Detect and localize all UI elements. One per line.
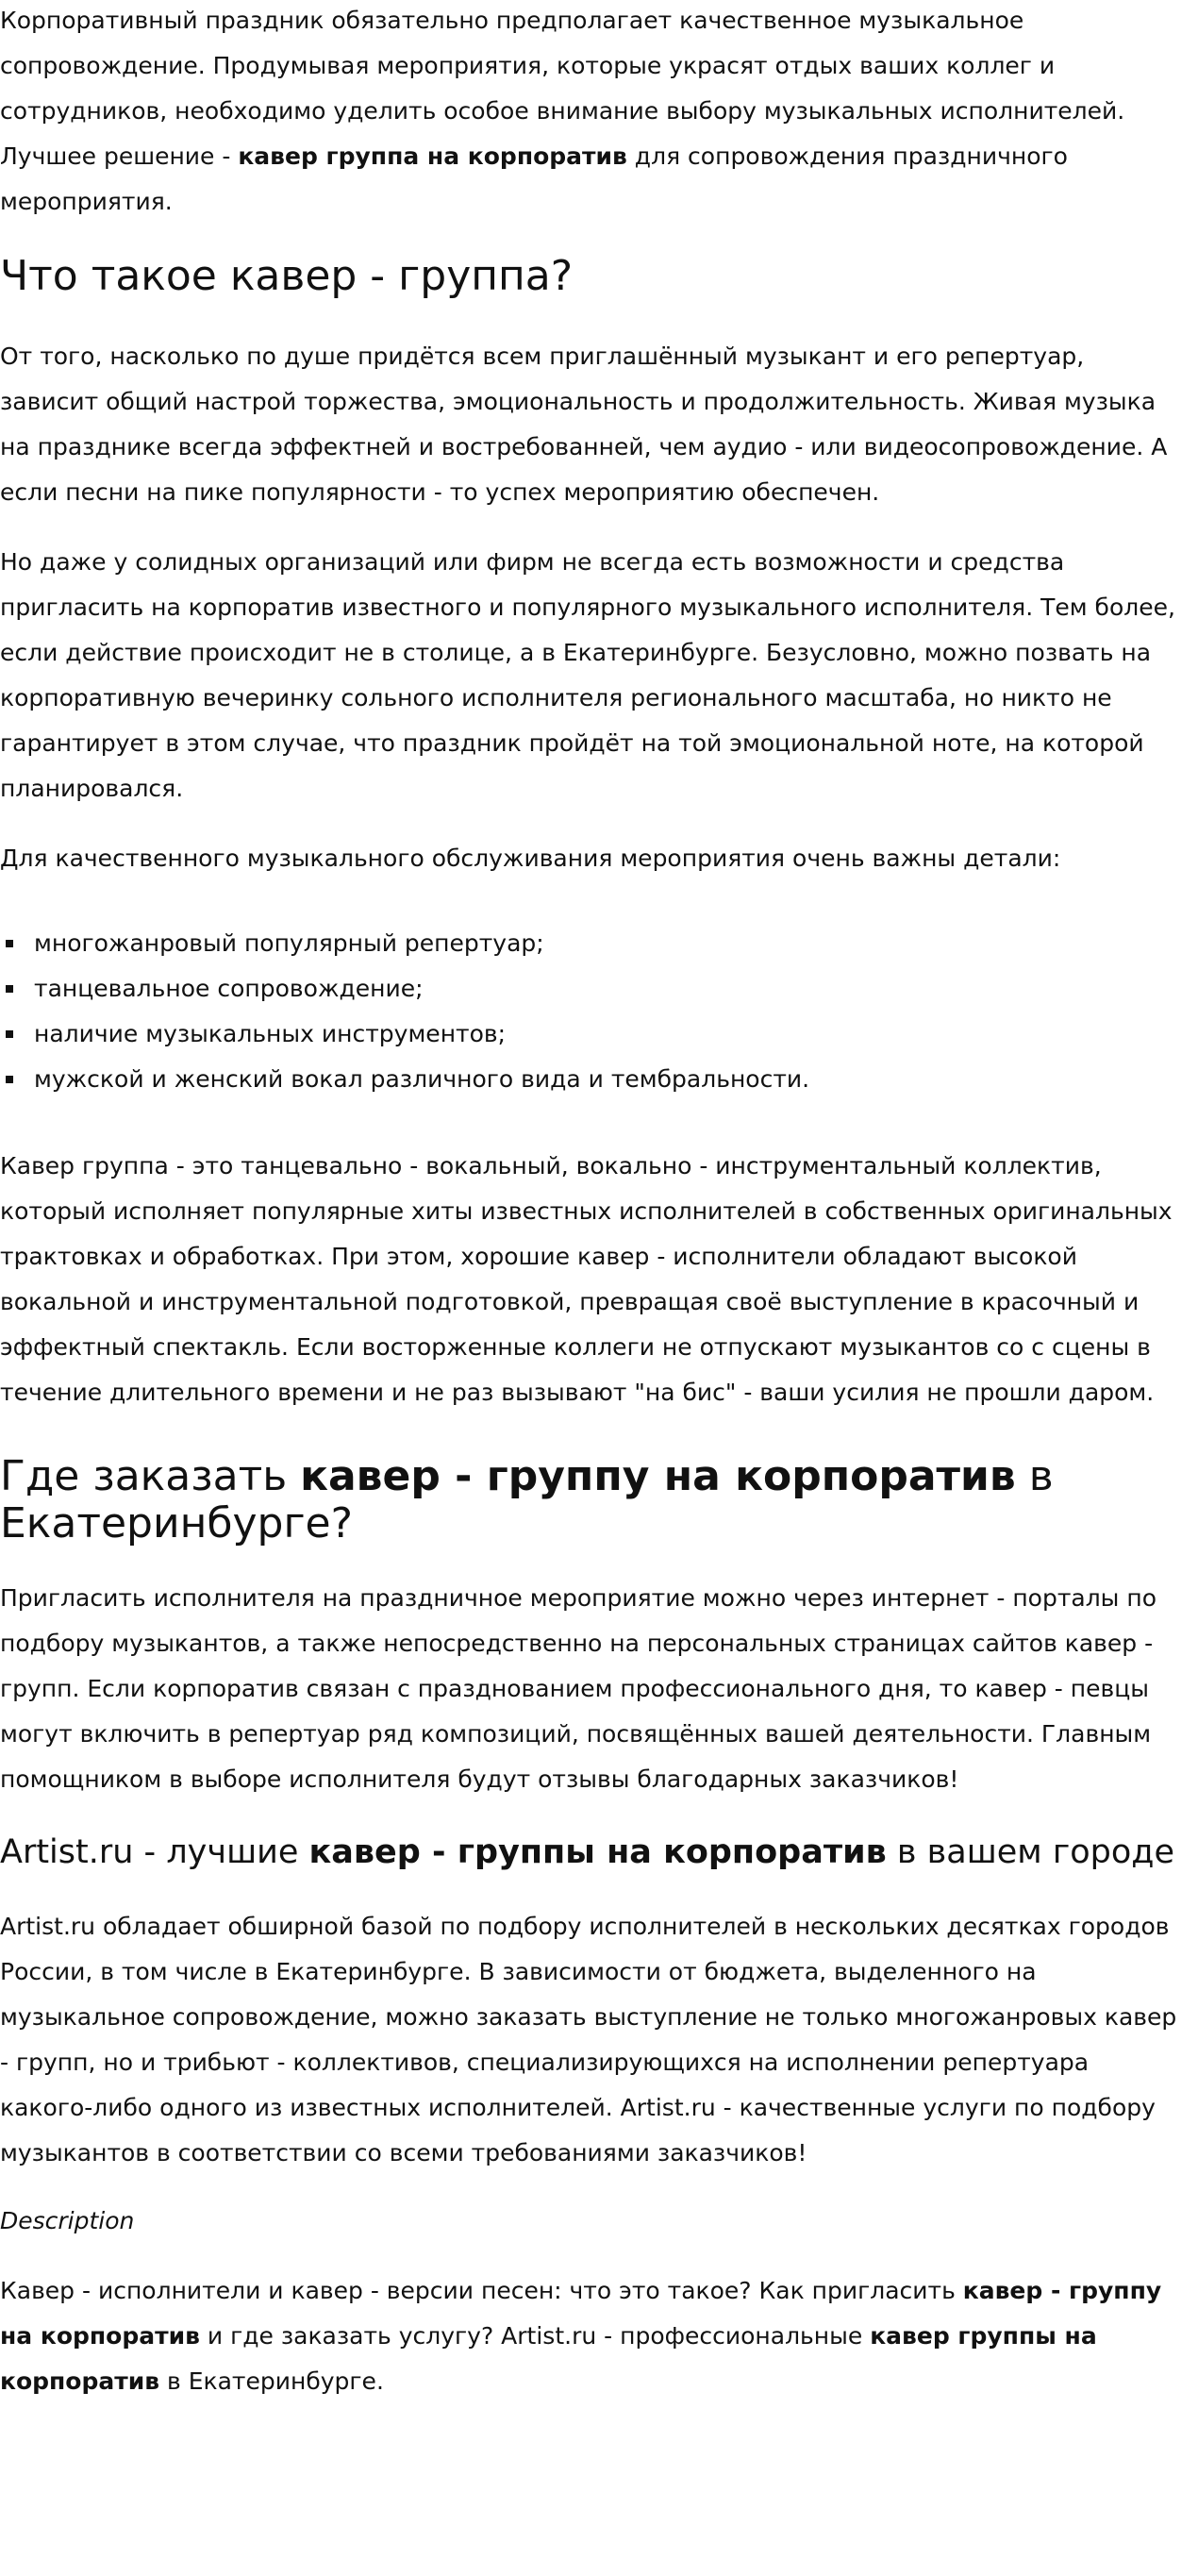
heading-where-text-2: в Екатеринбурге?	[0, 1452, 1054, 1547]
description-label-text: Description	[0, 2207, 135, 2234]
details-list	[0, 921, 1189, 1102]
list-item: танцевальное сопровождение;	[0, 966, 1189, 1012]
description-paragraph	[0, 2268, 1189, 2404]
heading-artist-keyword: кавер - группы на корпоратив	[308, 1833, 887, 1871]
list-item: многожанровый популярный репертуар;	[0, 921, 1189, 966]
section1-paragraph-1: От того, насколько по душе придётся всем приглашённый музыкант и его репертуар, зависит общий настрой торжества, эмоциональность и продолжительность. Живая музыка на празднике всегда эффектней и востребованней, чем аудио - или видеосопровождение. А если песни на пике популярности - то успех мероприятию обеспечен.	[0, 343, 1168, 506]
description-keyword-1: кавер - группу на корпоратив	[0, 2277, 1162, 2350]
description-text-1: Кавер - исполнители и кавер - версии песен: что это такое? Как пригласить	[0, 2277, 963, 2304]
heading-artist-text-2: в вашем городе	[886, 1833, 1174, 1871]
section2-paragraph-1: Пригласить исполнителя на праздничное мероприятие можно через интернет - порталы по подбору музыкантов, а также непосредственно на персональных страницах сайтов кавер - групп. Если корпоратив связан с празднованием профессионального дня, то кавер - певцы могут включить в репертуар ряд композиций, посвящённых вашей деятельности. Главным помощником в выборе исполнителя будут отзывы благодарных заказчиков!	[0, 1584, 1157, 1793]
description-text-3: в Екатеринбурге.	[159, 2367, 384, 2395]
intro-paragraph	[0, 0, 1189, 225]
section1-paragraph-4: Кавер группа - это танцевально - вокальный, вокально - инструментальный коллектив, который исполняет популярные хиты известных исполнителей в собственных оригинальных трактовках и обработках. При этом, хорошие кавер - исполнители обладают высокой вокальной и инструментальной подготовкой, превращая своё выступление в красочный и эффектный спектакль. Если восторженные коллеги не отпускают музыкантов со с сцены в течение длительного времени и не раз вызывают "на бис" - ваши усилия не прошли даром.	[0, 1152, 1173, 1406]
heading-where-to-order	[0, 1453, 1189, 1547]
heading-artist-text-1: Artist.ru - лучшие	[0, 1833, 309, 1871]
intro-text-2: для сопровождения праздничного мероприятия.	[0, 142, 1068, 215]
list-item: наличие музыкальных инструментов;	[0, 1012, 1189, 1057]
intro-keyword: кавер группа на корпоратив	[238, 142, 627, 170]
section3-paragraph-1: Artist.ru обладает обширной базой по подбору исполнителей в нескольких десятках городов России, в том числе в Екатеринбурге. В зависимости от бюджета, выделенного на музыкальное сопровождение, можно заказать выступление не только многожанровых кавер - групп, но и трибьют - коллективов, специализирующихся на исполнении репертуара какого-либо одного из известных исполнителей. Artist.ru - качественные услуги по подбору музыкантов в соответствии со всеми требованиями заказчиков!	[0, 1913, 1177, 2166]
heading-artist-ru	[0, 1834, 1189, 1870]
description-text-2: и где заказать услугу? Artist.ru - профессиональные	[199, 2322, 871, 2350]
heading-where-text-1: Где заказать	[0, 1452, 301, 1500]
description-keyword-2: кавер группы на корпоратив	[0, 2322, 1097, 2395]
section1-paragraph-2: Но даже у солидных организаций или фирм не всегда есть возможности и средства пригласить на корпоратив известного и популярного музыкального исполнителя. Тем более, если действие происходит не в столице, а в Екатеринбурге. Безусловно, можно позвать на корпоративную вечеринку сольного исполнителя регионального масштаба, но никто не гарантирует в этом случае, что праздник пройдёт на той эмоциональной ноте, на которой планировался.	[0, 548, 1175, 802]
list-item: мужской и женский вокал различного вида и тембральности.	[0, 1057, 1189, 1102]
heading-what-is-cover-band: Что такое кавер - группа?	[0, 252, 574, 300]
intro-text-1: Корпоративный праздник обязательно предполагает качественное музыкальное сопровождение. Продумывая мероприятия, которые украсят отдых ваших коллег и сотрудников, необходимо уделить особое внимание выбору музыкальных исполнителей. Лучшее решение -	[0, 7, 1125, 170]
section1-paragraph-3: Для качественного музыкального обслуживания мероприятия очень важны детали:	[0, 845, 1061, 872]
heading-where-keyword: кавер - группу на корпоратив	[300, 1452, 1016, 1500]
description-label	[0, 2199, 1189, 2244]
